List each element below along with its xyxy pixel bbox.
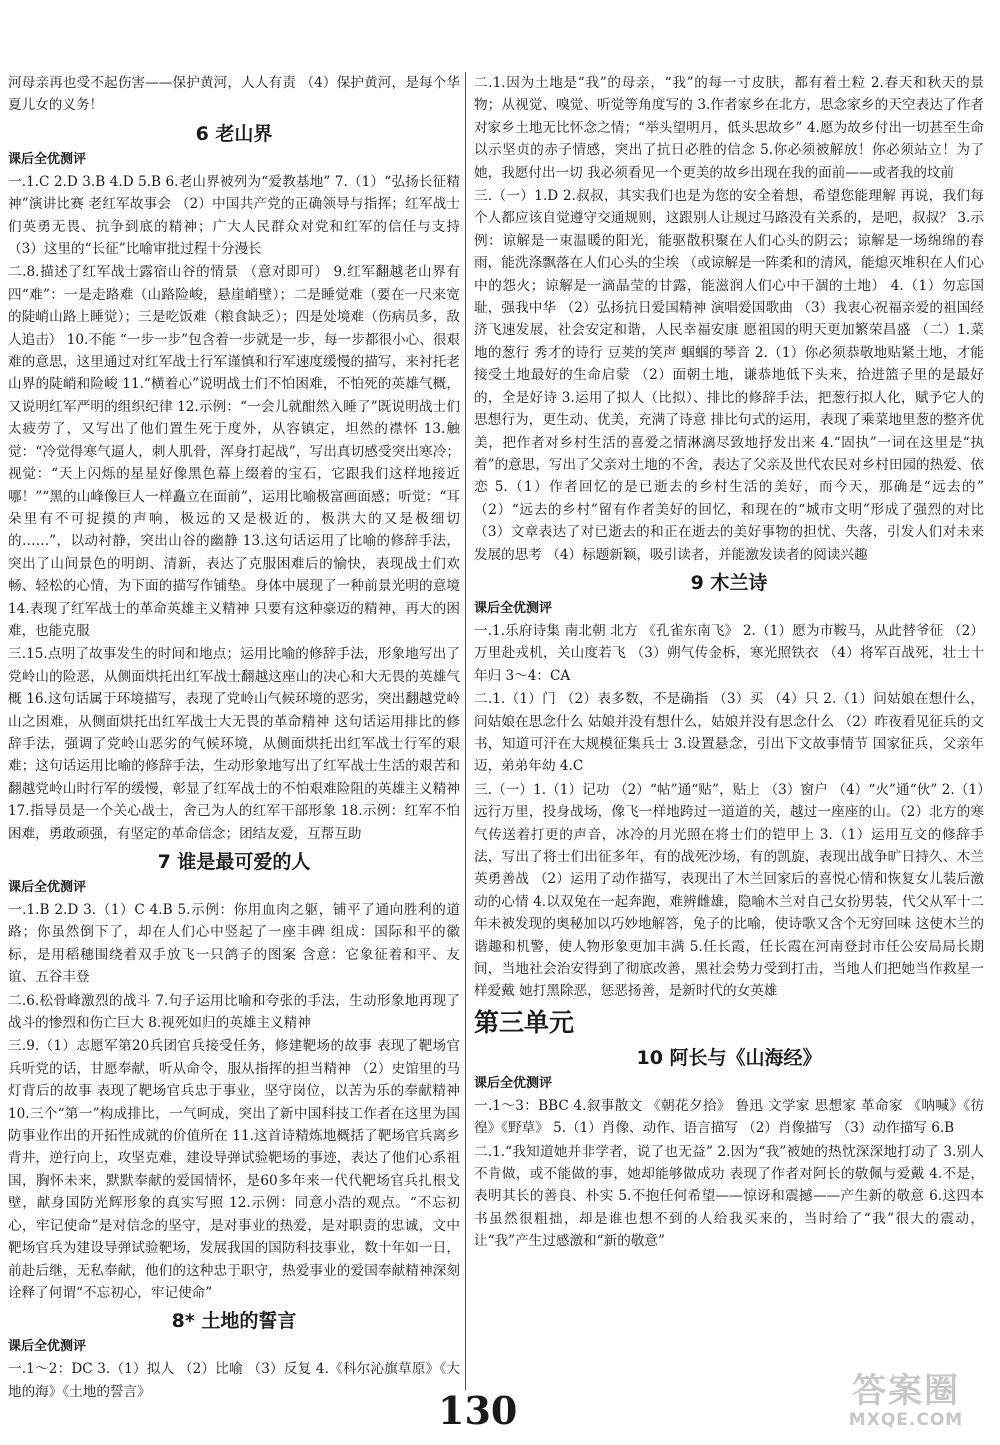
lesson-9-section-label: 课后全优测评: [474, 600, 553, 616]
lesson-9-part-1: 一.1.乐府诗集 南北朝 北方 《孔雀东南飞》 2.（1）愿为市鞍马，从此替爷征 （2）万里赴戎机，关山度若飞 （3）朔气传金柝，寒光照铁衣 （4）将军百战死，壮士十年归 3～4：CA: [474, 622, 984, 684]
lesson-7-title: 7 谁是最可爱的人: [157, 851, 311, 873]
lesson-7-part-3: 三.9.（1）志愿军第20兵团官兵接受任务，修建靶场的故事 表现了靶场官兵听党的话，甘愿奉献，听从命令，服从指挥的担当精神 （2）史馆里的马灯背后的故事 表现了靶场官兵忠于事业，坚守岗位，以苦为乐的奉献精神 10.三个“第一”构成排比，一气呵成，突出了新中国科技工作者在这里为国防事业作出的开拓性成就的价值所在 11.这首诗精炼地概括了靶场官兵离乡背井，逆行向上，攻坚克难，建设导弹试验靶场的事迹，表达了他们心系祖国，胸怀未来，默默奉献的爱国情怀，是60多年来一代代靶场官兵扎根戈壁，献身国防光辉形象的真实写照 12.示例：同意小浩的观点。“不忘初心，牢记使命”是对信念的坚守，是对事业的热爱，是对职责的忠诚，文中靶场官兵为建设导弹试验靶场，发展我国的国防科技事业，数十年如一日，前赴后继，无私奉献，他们的这种忠于职守，热爱事业的爱国奉献精神深刻诠释了何谓“不忘初心，牢记使命”: [8, 1038, 460, 1301]
lesson-9-part-2: 二.1.（1）门 （2）表多数，不是确指 （3）买 （4）只 2.（1）问姑娘在想什么，问姑娘在思念什么 姑娘并没有想什么，姑娘并没有思念什么 （2）昨夜看见征兵的文书，知道可汗在大规模征集兵士 3.设置悬念，引出下文故事情节 国家征兵，父亲年迈，弟弟年幼 4.C: [474, 691, 984, 775]
lesson-6-part-1: 一.1.C 2.D 3.B 4.D 5.B 6.老山界被列为“爱教基地” 7.（1）“弘扬长征精神”演讲比赛 老红军故事会 （2）中国共产党的正确领导与指挥；红军战士们英勇无畏、抗争到底的精神；广大人民群众对党和红军的信任与支持 （3）这里的“长征”比喻审批过程十分漫长: [8, 173, 460, 258]
column-divider: [465, 72, 466, 1390]
page-number: 130: [438, 1388, 518, 1433]
watermark-url: MXQE.COM: [848, 1410, 964, 1430]
lesson-8-part-3: 三.（一）1.D 2.叔叔，其实我们也是为您的安全着想，希望您能理解 再说，我们每个人都应该自觉遵守交通规则，这跟别人让规过马路没有关系的，是吧，叔叔？ 3.示例：谅解是一束温暖的阳光，能驱散积聚在人们心头的阴云；谅解是一场绵绵的春雨，能洗涤飘落在人们心头的尘埃 （或谅解是一阵柔和的清风，能熄灭堆积在人们心中的怨火；谅解是一滴晶莹的甘露，能滋润人们心中干涸的土地） 4.（1）勿忘国耻，强我中华 （2）弘扬抗日爱国精神 演唱爱国歌曲 （3）我衷心祝福亲爱的祖国经济飞速发展，社会安定和谐，人民幸福安康 愿祖国的明天更加繁荣昌盛 （二）1.菜地的葱行 秀才的诗行 豆荚的笑声 蝈蝈的琴音 2.（1）你必须恭敬地贴紧土地，才能接受土地最好的生命启蒙 （2）面朝土地，谦恭地低下头来，拾进篮子里的是最好的，全是好诗 3.运用了拟人（比拟）、排比的修辞手法，把葱行拟人化，赋予它人的思想行为，更生动、优美，充满了诗意 排比句式的运用，表现了乘菜地里葱的整齐优美，把作者对乡村生活的喜爱之情淋漓尽致地抒发出来 4.“固执”一词在这里是“执着”的意思，写出了父亲对土地的不舍，表达了父亲及世代农民对乡村田园的热爱、依恋 5.（1）作者回忆的是已逝去的乡村生活的美好，而今天，那确是“远去的” （2）“远去的乡村”留有作者美好的回忆，和现在的“城市文明”形成了强烈的对比 （3）文章表达了对已逝去的和正在逝去的美好事物的担忧、失落，引发人们对未来发展的思考 （4）标题新颖，吸引读者，并能激发读者的阅读兴趣: [474, 188, 984, 563]
lesson-7-section-label: 课后全优测评: [8, 880, 87, 895]
lesson-7-part-2: 二.6.松骨峰激烈的战斗 7.句子运用比喻和夸张的手法，生动形象地再现了战斗的惨烈和伤亡巨大 8.视死如归的英雄主义精神: [8, 992, 460, 1032]
left-column: [8, 72, 460, 1400]
lesson-8-part-1: 一.1～2：DC 3.（1）拟人 （2）比喻 （3）反复 4.《科尔沁旗草原》《大地的海》《土地的誓言》: [8, 1361, 460, 1400]
lesson-6-title: 6 老山界: [195, 122, 273, 145]
lesson-8-title: 8* 土地的誓言: [171, 1310, 297, 1333]
lesson-8-part-2: 二.1.因为土地是“我”的母亲，“我”的每一寸皮肤，都有着土粒 2.春天和秋天的景物；从视觉、嗅觉、听觉等角度写的 3.作者家乡在北方，思念家乡的天空表达了作者对家乡土地无比怀念之情；“举头望明月，低头思故乡” 4.愿为故乡付出一切甚至生命以示坚贞的赤子情感，突出了抗日必胜的信念 5.你必须被解放！你必须站立！为了她，我愿付出一切 我必须看见一个更美的故乡出现在我的面前——或者我的坟前: [474, 75, 984, 181]
lesson-8-section-label: 课后全优测评: [8, 1339, 87, 1355]
lesson-10-title: 10 阿长与《山海经》: [636, 1046, 822, 1069]
watermark: [818, 1372, 994, 1438]
intro-paragraph: 河母亲再也受不起伤害——保护黄河，人人有责 （4）保护黄河，是每个华夏儿女的义务！: [8, 75, 460, 114]
right-column: [474, 72, 984, 1390]
lesson-9-title: 9 木兰诗: [690, 571, 768, 594]
lesson-10-part-1: 一.1～3：BBC 4.叙事散文 《朝花夕拾》 鲁迅 文学家 思想家 革命家 《呐喊》《彷徨》《野草》 5.（1）肖像、动作、语言描写 （2）肖像描写 （3）动作描写 6.B: [474, 1097, 984, 1137]
lesson-7-part-1: 一.1.B 2.D 3.（1）C 4.B 5.示例：你用血肉之躯，铺平了通向胜利的道路；你虽然倒下了，却在人们心中竖起了一座丰碑 组成：国际和平的徽标，是用稻穗围绕着双手放飞一只鸽子的图案 含意：它象征着和平、友谊、五谷丰登: [8, 902, 460, 986]
watermark-logo: 答案圈: [852, 1371, 960, 1411]
unit-title: 第三单元: [474, 1007, 575, 1037]
lesson-9-part-3: 三.（一）1.（1）记功 （2）“帖”通“贴”，贴上 （3）窗户 （4）“火”通“伙” 2.（1）远行万里，投身战场，像飞一样地跨过一道道的关，越过一座座的山。（2）北方的寒气传送着打更的声音，冰冷的月光照在将士们的铠甲上 3.（1）运用互文的修辞手法，写出了将士们出征多年，有的战死沙场，有的凯旋，表现出战争旷日持久、木兰英勇善战 （2）运用了动作描写，表现出了木兰回家后的喜悦心情和恢复女儿装后激动的心情 4.以双兔在一起奔跑，难辨雌雄，隐喻木兰对自己女扮男装，代父从军十二年未被发现的奥秘加以巧妙地解答，兔子的比喻，使诗歌又含个无穷回味 这使木兰的谐趣和机警，使人物形象更加丰满 5.任长霞，任长霞在河南登封市任公安局局长期间，当地社会治安得到了彻底改善，黑社会势力受到打击，当地人们把她当作救星一样爱戴 她打黑除恶，惩恶扬善，是新时代的女英雄: [474, 781, 984, 1000]
lesson-10-section-label: 课后全优测评: [474, 1075, 553, 1091]
lesson-6-part-3: 三.15.点明了故事发生的时间和地点；运用比喻的修辞手法，形象地写出了党岭山的险恶，从侧面烘托出红军战士翻越这座山的决心和大无畏的英雄气概 16.这句话属于环境描写，表现了党岭山气候环境的恶劣，突出翻越党岭山之困难，从侧面烘托出红军战士大无畏的革命精神 这句话运用排比的修辞手法，强调了党岭山恶劣的气候环境，从侧面烘托出红军战士行军的艰难；这句话运用比喻的修辞手法，生动形象地写出了红军战士生活的艰苦和翻越党岭山时行军的缓慢，彰显了红军战士的不怕艰难险阻的英雄主义精神 17.指导员是一个关心战士，舍己为人的红军干部形象 18.示例：红军不怕困难，勇敢顽强，有坚定的革命信念；团结友爱，互帮互助: [8, 646, 460, 842]
lesson-10-part-2: 二.1.“我知道她并非学者，说了也无益” 2.因为“我”被她的热忱深深地打动了 3.别人不肯做，或不能做的事，她却能够做成功 表现了作者对阿长的敬佩与爱戴 4.不是，表明其长的善良、朴实 5.不抱任何希望——惊讶和震撼——产生新的敬意 6.这四本书虽然很粗拙，却是谁也想不到的人给我买来的，当时给了“我”很大的震动，让“我”产生过感激和“新的敬意”: [474, 1143, 984, 1250]
lesson-6-part-2: 二.8.描述了红军战士露宿山谷的情景 （意对即可） 9.红军翻越老山界有四“难”：一是走路难（山路险峻，悬崖峭壁）；二是睡觉难（要在一尺来宽的陡峭山路上睡觉）；三是吃饭难（粮食缺乏）；四是处境难（伤病员多，敌人追击） 10.不能 “一步一步”包含着一步就是一步，每一步都很小心、很艰难的意思，这里通过对红军战士行军谨慎和行军速度缓慢的描写，来衬托老山界的陡峭和险峻 11.“横着心”说明战士们不怕困难，不怕死的英雄气概，又说明红军严明的组织纪律 12.示例：“一会儿就酣然入睡了”既说明战士们太疲劳了，又写出了他们置生死于度外，从容镇定，坦然的襟怀 13.触觉：“冷觉得寒气逼人，刺人肌骨，浑身打起战”，写出真切感受突出寒冷；视觉：“天上闪烁的星星好像黑色幕上缀着的宝石，它跟我们这样地接近哪！”“黑的山峰像巨人一样矗立在面前”，运用比喻极富画面感；听觉：“耳朵里有不可捉摸的声响，极远的又是极近的，极洪大的又是极细切的……”，以动衬静，突出山谷的幽静 13.这句话运用了比喻的修辞手法，突出了山间景色的明朗、清新，表达了克服困难后的愉快，表现战士们欢畅、轻松的心情，为下面的描写作铺垫。身体中展现了一种前景光明的意境 14.表现了红军战士的革命英雄主义精神 只要有这种豪迈的精神，再大的困难，也能克服: [8, 264, 460, 639]
lesson-6-section-label: 课后全优测评: [8, 151, 87, 167]
